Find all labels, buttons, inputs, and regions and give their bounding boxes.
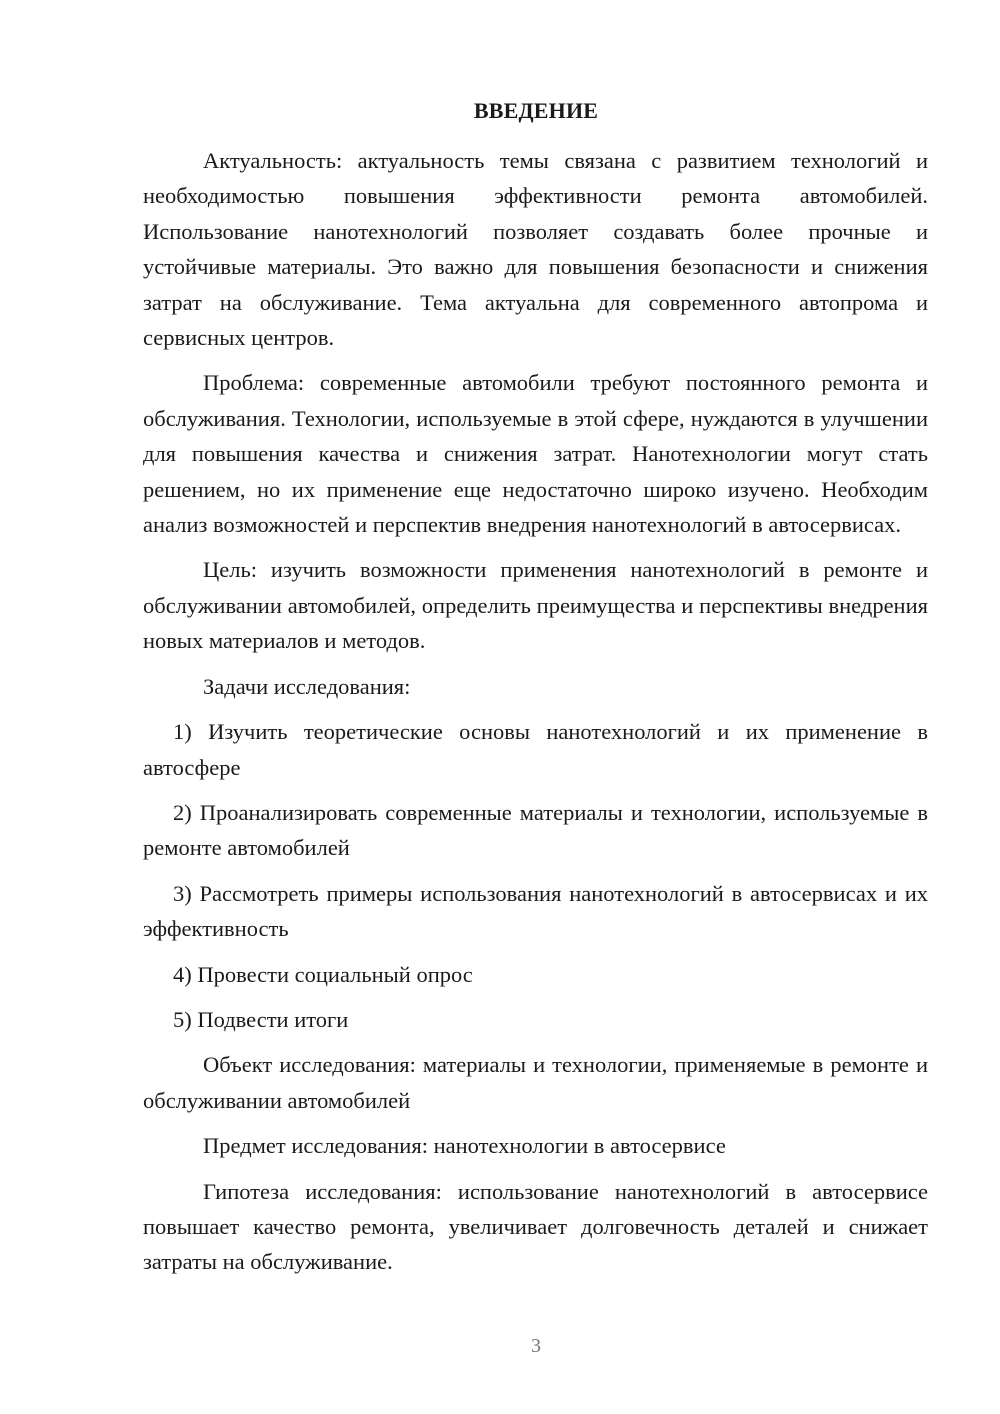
body-text [143, 143, 928, 1290]
task-item-2: 2) Проанализировать современные материалы и технологии, используемые в ремонте автомобилей [143, 799, 928, 861]
task-item-5: 5) Подвести итоги [173, 1006, 349, 1032]
paragraph-tasks-heading: Задачи исследования: [203, 673, 411, 699]
paragraph-problem: Проблема: современные автомобили требуют постоянного ремонта и обслуживания. Технологии, используемые в этой сфере, нуждаются в улучшении для повышения качества и снижения затрат. Нанотехнологии могут стать решением, но их применение еще недостаточно широко изучено. Необходим анализ возможностей и перспектив внедрения нанотехнологий в автосервисах. [143, 370, 928, 538]
page-title: ВВЕДЕНИЕ [473, 98, 599, 123]
paragraph-subject: Предмет исследования: нанотехнологии в автосервисе [203, 1133, 726, 1159]
task-item-4: 4) Провести социальный опрос [173, 961, 473, 987]
page-number: 3 [531, 1335, 541, 1357]
task-item-3: 3) Рассмотреть примеры использования нанотехнологий в автосервисах и их эффективность [143, 880, 928, 942]
paragraph-hypothesis: Гипотеза исследования: использование нанотехнологий в автосервисе повышает качество ремонта, увеличивает долговечность деталей и снижает затраты на обслуживание. [143, 1178, 928, 1275]
paragraph-relevance: Актуальность: актуальность темы связана с развитием технологий и необходимостью повышения эффективности ремонта автомобилей. Использование нанотехнологий позволяет создавать более прочные и устойчивые материалы. Это важно для повышения безопасности и снижения затрат на обслуживание. Тема актуальна для современного автопрома и сервисных центров. [143, 148, 928, 351]
paragraph-goal: Цель: изучить возможности применения нанотехнологий в ремонте и обслуживании автомобилей, определить преимущества и перспективы внедрения новых материалов и методов. [143, 557, 928, 654]
paragraph-object: Объект исследования: материалы и технологии, применяемые в ремонте и обслуживании автомобилей [143, 1052, 928, 1113]
task-item-1: 1) Изучить теоретические основы нанотехнологий и их применение в автосфере [143, 719, 928, 780]
